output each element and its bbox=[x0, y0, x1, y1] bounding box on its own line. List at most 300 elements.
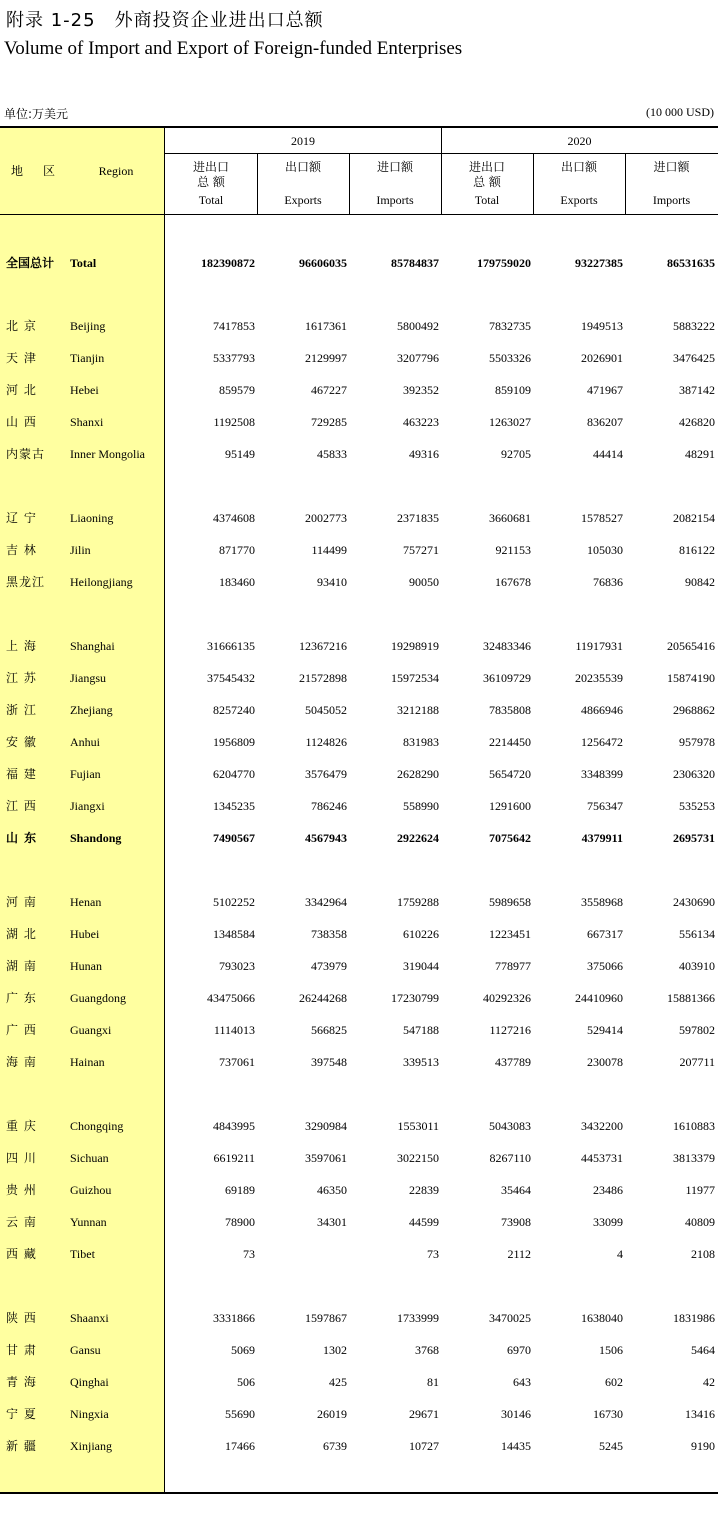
value-cell: 1291600 bbox=[489, 799, 531, 813]
value-cell: 2026901 bbox=[581, 351, 623, 365]
value-cell: 11917931 bbox=[575, 639, 623, 653]
value-cell: 1553011 bbox=[397, 1119, 439, 1133]
value-cell: 8267110 bbox=[489, 1151, 531, 1165]
region-name-en: Total bbox=[70, 256, 97, 270]
value-cell: 529414 bbox=[587, 1023, 623, 1037]
value-cell: 4379911 bbox=[581, 831, 623, 845]
region-name-cn: 北 京 bbox=[6, 319, 37, 333]
value-cell: 535253 bbox=[679, 799, 715, 813]
value-cell: 6204770 bbox=[213, 767, 255, 781]
value-cell: 738358 bbox=[311, 927, 347, 941]
region-name-cn: 宁 夏 bbox=[6, 1407, 37, 1421]
value-cell: 610226 bbox=[403, 927, 439, 941]
table-row bbox=[0, 444, 718, 464]
value-cell: 2628290 bbox=[397, 767, 439, 781]
region-name-en: Guizhou bbox=[70, 1183, 112, 1197]
value-cell: 90050 bbox=[409, 575, 439, 589]
page-title-cn: 附录 1-25 外商投资企业进出口总额 bbox=[6, 10, 324, 31]
value-cell: 4567943 bbox=[305, 831, 347, 845]
table-row bbox=[0, 253, 718, 273]
value-cell: 3768 bbox=[415, 1343, 439, 1357]
value-cell: 1256472 bbox=[581, 735, 623, 749]
value-cell: 3558968 bbox=[581, 895, 623, 909]
value-cell: 15881366 bbox=[667, 991, 715, 1005]
table-row bbox=[0, 1404, 718, 1424]
value-cell: 2430690 bbox=[673, 895, 715, 909]
subheader-total-en: Total bbox=[198, 193, 224, 207]
value-cell: 26019 bbox=[317, 1407, 347, 1421]
subheader-imports-cn: 进口额 bbox=[653, 160, 690, 174]
value-cell: 5989658 bbox=[489, 895, 531, 909]
value-cell: 1949513 bbox=[581, 319, 623, 333]
value-cell: 96606035 bbox=[299, 256, 347, 270]
table-row bbox=[0, 1052, 718, 1072]
value-cell: 93227385 bbox=[575, 256, 623, 270]
value-cell: 5245 bbox=[599, 1439, 623, 1453]
subheader-exports-en: Exports bbox=[560, 193, 598, 207]
value-cell: 5069 bbox=[231, 1343, 255, 1357]
value-cell: 20565416 bbox=[667, 639, 715, 653]
region-name-en: Guangxi bbox=[70, 1023, 112, 1037]
table-row bbox=[0, 1372, 718, 1392]
table-row bbox=[0, 1340, 718, 1360]
value-cell: 957978 bbox=[679, 735, 715, 749]
value-cell: 40292326 bbox=[483, 991, 531, 1005]
region-name-en: Hebei bbox=[70, 383, 99, 397]
value-cell: 26244268 bbox=[299, 991, 347, 1005]
value-cell: 230078 bbox=[587, 1055, 623, 1069]
value-cell: 43475066 bbox=[207, 991, 255, 1005]
value-cell: 5503326 bbox=[489, 351, 531, 365]
region-name-cn: 内蒙古 bbox=[6, 447, 46, 461]
region-name-en: Sichuan bbox=[70, 1151, 109, 1165]
value-cell: 319044 bbox=[403, 959, 439, 973]
table-row bbox=[0, 412, 718, 432]
region-name-cn: 湖 南 bbox=[6, 959, 37, 973]
value-cell: 12367216 bbox=[299, 639, 347, 653]
table-row bbox=[0, 1244, 718, 1264]
region-name-en: Hubei bbox=[70, 927, 100, 941]
value-cell: 3660681 bbox=[489, 511, 531, 525]
value-cell: 73908 bbox=[501, 1215, 531, 1229]
region-name-en: Beijing bbox=[70, 319, 106, 333]
value-cell: 6970 bbox=[507, 1343, 531, 1357]
value-cell: 3207796 bbox=[397, 351, 439, 365]
value-cell: 105030 bbox=[587, 543, 623, 557]
value-cell: 44414 bbox=[593, 447, 623, 461]
region-name-en: Hainan bbox=[70, 1055, 105, 1069]
value-cell: 31666135 bbox=[207, 639, 255, 653]
value-cell: 4 bbox=[617, 1247, 623, 1261]
value-cell: 46350 bbox=[317, 1183, 347, 1197]
value-cell: 737061 bbox=[219, 1055, 255, 1069]
region-name-cn: 广 西 bbox=[6, 1023, 37, 1037]
table-row bbox=[0, 380, 718, 400]
region-name-cn: 全国总计 bbox=[6, 256, 55, 270]
value-cell: 179759020 bbox=[477, 256, 531, 270]
region-name-cn: 辽 宁 bbox=[6, 511, 37, 525]
value-cell: 3212188 bbox=[397, 703, 439, 717]
value-cell: 5102252 bbox=[213, 895, 255, 909]
value-cell: 1617361 bbox=[305, 319, 347, 333]
region-name-en: Inner Mongolia bbox=[70, 447, 145, 461]
value-cell: 1733999 bbox=[397, 1311, 439, 1325]
header-region-cn: 地 区 bbox=[10, 164, 59, 178]
value-cell: 778977 bbox=[495, 959, 531, 973]
header-year-2019: 2019 bbox=[291, 134, 315, 148]
value-cell: 597802 bbox=[679, 1023, 715, 1037]
value-cell: 2002773 bbox=[305, 511, 347, 525]
region-name-cn: 黑龙江 bbox=[6, 575, 46, 589]
value-cell: 403910 bbox=[679, 959, 715, 973]
region-name-cn: 吉 林 bbox=[6, 543, 37, 557]
value-cell: 40809 bbox=[685, 1215, 715, 1229]
subheader-exports-en: Exports bbox=[284, 193, 322, 207]
region-name-en: Hunan bbox=[70, 959, 102, 973]
value-cell: 1263027 bbox=[489, 415, 531, 429]
value-cell: 10727 bbox=[409, 1439, 439, 1453]
region-name-cn: 江 西 bbox=[6, 799, 37, 813]
value-cell: 3342964 bbox=[305, 895, 347, 909]
value-cell: 339513 bbox=[403, 1055, 439, 1069]
value-cell: 9190 bbox=[691, 1439, 715, 1453]
region-name-en: Jiangxi bbox=[70, 799, 105, 813]
value-cell: 78900 bbox=[225, 1215, 255, 1229]
value-cell: 32483346 bbox=[483, 639, 531, 653]
region-name-en: Anhui bbox=[70, 735, 100, 749]
table-top-rule bbox=[0, 126, 718, 128]
value-cell: 4843995 bbox=[213, 1119, 255, 1133]
table-row bbox=[0, 956, 718, 976]
value-cell: 14435 bbox=[501, 1439, 531, 1453]
value-cell: 7490567 bbox=[213, 831, 255, 845]
region-name-cn: 广 东 bbox=[6, 991, 37, 1005]
value-cell: 859579 bbox=[219, 383, 255, 397]
table-row bbox=[0, 1436, 718, 1456]
value-cell: 375066 bbox=[587, 959, 623, 973]
value-cell: 2214450 bbox=[489, 735, 531, 749]
value-cell: 729285 bbox=[311, 415, 347, 429]
value-cell: 2082154 bbox=[673, 511, 715, 525]
value-cell: 16730 bbox=[593, 1407, 623, 1421]
table-row bbox=[0, 796, 718, 816]
region-name-cn: 新 疆 bbox=[6, 1439, 37, 1453]
value-cell: 76836 bbox=[593, 575, 623, 589]
value-cell: 5654720 bbox=[489, 767, 531, 781]
value-cell: 2108 bbox=[691, 1247, 715, 1261]
region-name-cn: 河 北 bbox=[6, 383, 37, 397]
region-name-cn: 河 南 bbox=[6, 895, 37, 909]
region-name-cn: 甘 肃 bbox=[6, 1343, 37, 1357]
value-cell: 30146 bbox=[501, 1407, 531, 1421]
value-cell: 21572898 bbox=[299, 671, 347, 685]
value-cell: 921153 bbox=[495, 543, 531, 557]
value-cell: 11977 bbox=[685, 1183, 715, 1197]
region-name-en: Henan bbox=[70, 895, 102, 909]
value-cell: 643 bbox=[513, 1375, 531, 1389]
value-cell: 1127216 bbox=[489, 1023, 531, 1037]
region-name-cn: 海 南 bbox=[6, 1055, 37, 1069]
region-name-en: Shandong bbox=[70, 831, 122, 845]
value-cell: 5464 bbox=[691, 1343, 715, 1357]
value-cell: 2922624 bbox=[397, 831, 439, 845]
value-cell: 473979 bbox=[311, 959, 347, 973]
value-cell: 602 bbox=[605, 1375, 623, 1389]
region-name-cn: 江 苏 bbox=[6, 671, 37, 685]
subheader-imports-cn: 进口额 bbox=[376, 160, 413, 174]
value-cell: 37545432 bbox=[207, 671, 255, 685]
table-bottom-rule bbox=[0, 1492, 718, 1494]
value-cell: 3597061 bbox=[305, 1151, 347, 1165]
value-cell: 55690 bbox=[225, 1407, 255, 1421]
value-cell: 7417853 bbox=[213, 319, 255, 333]
region-name-en: Gansu bbox=[70, 1343, 101, 1357]
table-row bbox=[0, 1308, 718, 1328]
value-cell: 463223 bbox=[403, 415, 439, 429]
table-row bbox=[0, 1020, 718, 1040]
value-cell: 95149 bbox=[225, 447, 255, 461]
value-cell: 22839 bbox=[409, 1183, 439, 1197]
value-cell: 1638040 bbox=[581, 1311, 623, 1325]
value-cell: 7832735 bbox=[489, 319, 531, 333]
table-row bbox=[0, 572, 718, 592]
subheader-total-cn: 进出口 bbox=[192, 160, 229, 174]
value-cell: 8257240 bbox=[213, 703, 255, 717]
value-cell: 1302 bbox=[323, 1343, 347, 1357]
value-cell: 2129997 bbox=[305, 351, 347, 365]
region-name-cn: 福 建 bbox=[6, 767, 37, 781]
region-name-en: Tibet bbox=[70, 1247, 95, 1261]
table-row bbox=[0, 924, 718, 944]
header-region-en: Region bbox=[98, 164, 134, 178]
value-cell: 1345235 bbox=[213, 799, 255, 813]
value-cell: 506 bbox=[237, 1375, 255, 1389]
value-cell: 2968862 bbox=[673, 703, 715, 717]
value-cell: 49316 bbox=[409, 447, 439, 461]
header-year-2020: 2020 bbox=[567, 134, 592, 148]
value-cell: 387142 bbox=[679, 383, 715, 397]
value-cell: 3331866 bbox=[213, 1311, 255, 1325]
table-row bbox=[0, 732, 718, 752]
value-cell: 4866946 bbox=[581, 703, 623, 717]
value-cell: 5883222 bbox=[673, 319, 715, 333]
table-row bbox=[0, 892, 718, 912]
value-cell: 816122 bbox=[679, 543, 715, 557]
subheader-imports-en: Imports bbox=[376, 193, 414, 207]
value-cell: 5800492 bbox=[397, 319, 439, 333]
value-cell: 558990 bbox=[403, 799, 439, 813]
region-name-cn: 四 川 bbox=[6, 1151, 37, 1165]
table-row bbox=[0, 700, 718, 720]
value-cell: 426820 bbox=[679, 415, 715, 429]
region-name-en: Shanghai bbox=[70, 639, 115, 653]
subheader-exports-cn: 出口额 bbox=[284, 160, 321, 174]
table-row bbox=[0, 540, 718, 560]
value-cell: 2695731 bbox=[673, 831, 715, 845]
value-cell: 15972534 bbox=[391, 671, 439, 685]
value-cell: 831983 bbox=[403, 735, 439, 749]
value-cell: 48291 bbox=[685, 447, 715, 461]
value-cell: 17230799 bbox=[391, 991, 439, 1005]
region-name-cn: 浙 江 bbox=[6, 703, 37, 717]
value-cell: 1124826 bbox=[305, 735, 347, 749]
value-cell: 5337793 bbox=[213, 351, 255, 365]
value-cell: 859109 bbox=[495, 383, 531, 397]
table-row bbox=[0, 988, 718, 1008]
value-cell: 425 bbox=[329, 1375, 347, 1389]
value-cell: 5045052 bbox=[305, 703, 347, 717]
value-cell: 547188 bbox=[403, 1023, 439, 1037]
value-cell: 1759288 bbox=[397, 895, 439, 909]
value-cell: 167678 bbox=[495, 575, 531, 589]
subheader-total-cn: 进出口 bbox=[468, 160, 505, 174]
value-cell: 2112 bbox=[507, 1247, 531, 1261]
region-name-en: Zhejiang bbox=[70, 703, 113, 717]
value-cell: 90842 bbox=[685, 575, 715, 589]
value-cell: 3576479 bbox=[305, 767, 347, 781]
value-cell: 392352 bbox=[403, 383, 439, 397]
region-name-cn: 天 津 bbox=[6, 351, 37, 365]
subheader-imports-en: Imports bbox=[652, 193, 691, 207]
value-cell: 81 bbox=[427, 1375, 439, 1389]
header-bottom-rule bbox=[0, 214, 718, 215]
value-cell: 207711 bbox=[679, 1055, 715, 1069]
value-cell: 4453731 bbox=[581, 1151, 623, 1165]
region-name-en: Liaoning bbox=[70, 511, 114, 525]
region-name-cn: 上 海 bbox=[6, 639, 37, 653]
value-cell: 1348584 bbox=[213, 927, 255, 941]
value-cell: 19298919 bbox=[391, 639, 439, 653]
subheader-total-cn: 总 额 bbox=[197, 175, 225, 189]
value-cell: 1597867 bbox=[305, 1311, 347, 1325]
value-cell: 3348399 bbox=[581, 767, 623, 781]
value-cell: 42 bbox=[703, 1375, 715, 1389]
value-cell: 36109729 bbox=[483, 671, 531, 685]
value-cell: 17466 bbox=[225, 1439, 255, 1453]
table-row bbox=[0, 1116, 718, 1136]
value-cell: 44599 bbox=[409, 1215, 439, 1229]
region-name-en: Heilongjiang bbox=[70, 575, 133, 589]
table-row bbox=[0, 828, 718, 848]
value-cell: 93410 bbox=[317, 575, 347, 589]
table-row bbox=[0, 636, 718, 656]
region-name-en: Guangdong bbox=[70, 991, 126, 1005]
page-title-en: Volume of Import and Export of Foreign-funded Enterprises bbox=[4, 38, 463, 59]
value-cell: 4374608 bbox=[213, 511, 255, 525]
region-name-en: Shanxi bbox=[70, 415, 104, 429]
value-cell: 29671 bbox=[409, 1407, 439, 1421]
table-row bbox=[0, 668, 718, 688]
table-row bbox=[0, 508, 718, 528]
value-cell: 45833 bbox=[317, 447, 347, 461]
value-cell: 5043083 bbox=[489, 1119, 531, 1133]
table-row bbox=[0, 1180, 718, 1200]
value-cell: 3470025 bbox=[489, 1311, 531, 1325]
value-cell: 73 bbox=[243, 1247, 255, 1261]
value-cell: 836207 bbox=[587, 415, 623, 429]
region-name-en: Chongqing bbox=[70, 1119, 124, 1133]
region-name-en: Fujian bbox=[70, 767, 101, 781]
value-cell: 566825 bbox=[311, 1023, 347, 1037]
value-cell: 1114013 bbox=[213, 1023, 255, 1037]
value-cell: 15874190 bbox=[667, 671, 715, 685]
subheader-exports-cn: 出口额 bbox=[560, 160, 597, 174]
value-cell: 756347 bbox=[587, 799, 623, 813]
region-name-en: Jiangsu bbox=[70, 671, 106, 685]
value-cell: 35464 bbox=[501, 1183, 531, 1197]
value-cell: 2306320 bbox=[673, 767, 715, 781]
table-row bbox=[0, 1148, 718, 1168]
region-name-en: Ningxia bbox=[70, 1407, 109, 1421]
value-cell: 757271 bbox=[403, 543, 439, 557]
value-cell: 92705 bbox=[501, 447, 531, 461]
value-cell: 86531635 bbox=[667, 256, 715, 270]
table-row bbox=[0, 316, 718, 336]
value-cell: 3813379 bbox=[673, 1151, 715, 1165]
region-name-en: Tianjin bbox=[70, 351, 105, 365]
region-name-cn: 陕 西 bbox=[6, 1311, 37, 1325]
value-cell: 24410960 bbox=[575, 991, 623, 1005]
region-name-en: Yunnan bbox=[70, 1215, 107, 1229]
value-cell: 3476425 bbox=[673, 351, 715, 365]
value-cell: 397548 bbox=[311, 1055, 347, 1069]
value-cell: 786246 bbox=[311, 799, 347, 813]
value-cell: 1831986 bbox=[673, 1311, 715, 1325]
table-row bbox=[0, 1212, 718, 1232]
value-cell: 6739 bbox=[323, 1439, 347, 1453]
value-cell: 556134 bbox=[679, 927, 715, 941]
value-cell: 871770 bbox=[219, 543, 255, 557]
value-cell: 1578527 bbox=[581, 511, 623, 525]
value-cell: 437789 bbox=[495, 1055, 531, 1069]
region-name-en: Jilin bbox=[70, 543, 91, 557]
value-cell: 3290984 bbox=[305, 1119, 347, 1133]
region-name-en: Qinghai bbox=[70, 1375, 109, 1389]
value-cell: 85784837 bbox=[391, 256, 439, 270]
value-cell: 34301 bbox=[317, 1215, 347, 1229]
subheader-total-en: Total bbox=[474, 193, 500, 207]
value-cell: 1956809 bbox=[213, 735, 255, 749]
value-cell: 69189 bbox=[225, 1183, 255, 1197]
value-cell: 73 bbox=[427, 1247, 439, 1261]
table-row bbox=[0, 348, 718, 368]
region-name-en: Xinjiang bbox=[70, 1439, 112, 1453]
region-name-cn: 云 南 bbox=[6, 1215, 37, 1229]
value-cell: 3432200 bbox=[581, 1119, 623, 1133]
unit-label-en: (10 000 USD) bbox=[646, 105, 714, 119]
value-cell: 667317 bbox=[587, 927, 623, 941]
region-name-en: Shaanxi bbox=[70, 1311, 109, 1325]
value-cell: 793023 bbox=[219, 959, 255, 973]
region-name-cn: 安 徽 bbox=[6, 735, 37, 749]
region-name-cn: 山 东 bbox=[6, 831, 38, 845]
region-name-cn: 西 藏 bbox=[6, 1247, 37, 1261]
value-cell: 3022150 bbox=[397, 1151, 439, 1165]
value-cell: 2371835 bbox=[397, 511, 439, 525]
value-cell: 20235539 bbox=[575, 671, 623, 685]
value-cell: 1506 bbox=[599, 1343, 623, 1357]
region-name-cn: 山 西 bbox=[6, 415, 37, 429]
value-cell: 471967 bbox=[587, 383, 623, 397]
unit-label-cn: 单位:万美元 bbox=[4, 107, 69, 121]
value-cell: 33099 bbox=[593, 1215, 623, 1229]
value-cell: 23486 bbox=[593, 1183, 623, 1197]
region-name-cn: 重 庆 bbox=[6, 1119, 37, 1133]
value-cell: 1192508 bbox=[213, 415, 255, 429]
value-cell: 6619211 bbox=[213, 1151, 255, 1165]
value-cell: 1610883 bbox=[673, 1119, 715, 1133]
value-cell: 183460 bbox=[219, 575, 255, 589]
